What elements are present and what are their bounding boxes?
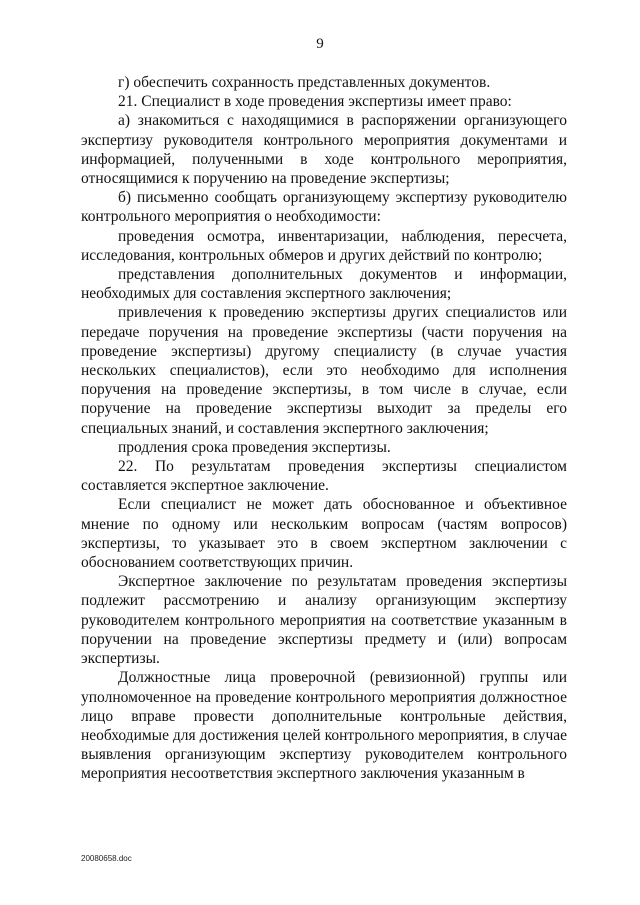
paragraph: Должностные лица проверочной (ревизионной) группы или уполномоченное на проведение контрольного мероприятия должностное лицо вправе провести дополнительные контрольные действия, необходимые для достижения целей контрольного мероприятия, в случае выявления организующим экспертизу руководителем контрольного мероприятия несоответствия экспертного заключения указанным в bbox=[81, 669, 567, 783]
document-body bbox=[81, 73, 567, 784]
paragraph: привлечения к проведению экспертизы других специалистов или передаче поручения на проведение экспертизы (части поручения на проведение экспертизы) другому специалисту (в случае участия нескольких специалистов), если это необходимо для исполнения поручения на проведение экспертизы, в том числе в случае, если поручение на проведение экспертизы выходит за пределы его специальных знаний, и составления экспертного заключения; bbox=[81, 304, 567, 437]
paragraph: 21. Специалист в ходе проведения экспертизы имеет право: bbox=[118, 93, 512, 111]
paragraph: 22. По результатам проведения экспертизы специалистом составляется экспертное заключение. bbox=[81, 458, 567, 495]
paragraph: б) письменно сообщать организующему экспертизу руководителю контрольного мероприятия о необходимости: bbox=[81, 189, 567, 226]
paragraph: Если специалист не может дать обоснованное и объективное мнение по одному или нескольким вопросам (частям вопросов) экспертизы, то указывает это в своем экспертном заключении с обоснованием соответствующих причин. bbox=[81, 496, 567, 572]
paragraph: проведения осмотра, инвентаризации, наблюдения, пересчета, исследования, контрольных обмеров и других действий по контролю; bbox=[81, 227, 567, 264]
paragraph: г) обеспечить сохранность представленных документов. bbox=[118, 74, 491, 91]
paragraph: Экспертное заключение по результатам проведения экспертизы подлежит рассмотрению и анализу организующим экспертизу руководителем контрольного мероприятия на соответствие указанным в поручении на проведение экспертизы предмету и (или) вопросам экспертизы. bbox=[81, 573, 567, 668]
page-number: 9 bbox=[316, 36, 324, 52]
paragraph: продления срока проведения экспертизы. bbox=[118, 438, 391, 456]
paragraph: а) знакомиться с находящимися в распоряжении организующего экспертизу руководителя контрольного мероприятия документами и информацией, полученными в ходе контрольного мероприятия, относящимися к поручению на проведение экспертизы; bbox=[81, 112, 567, 188]
paragraph: представления дополнительных документов и информации, необходимых для составления экспертного заключения; bbox=[81, 266, 567, 303]
footer-document-code: 20080658.doc bbox=[81, 854, 132, 863]
